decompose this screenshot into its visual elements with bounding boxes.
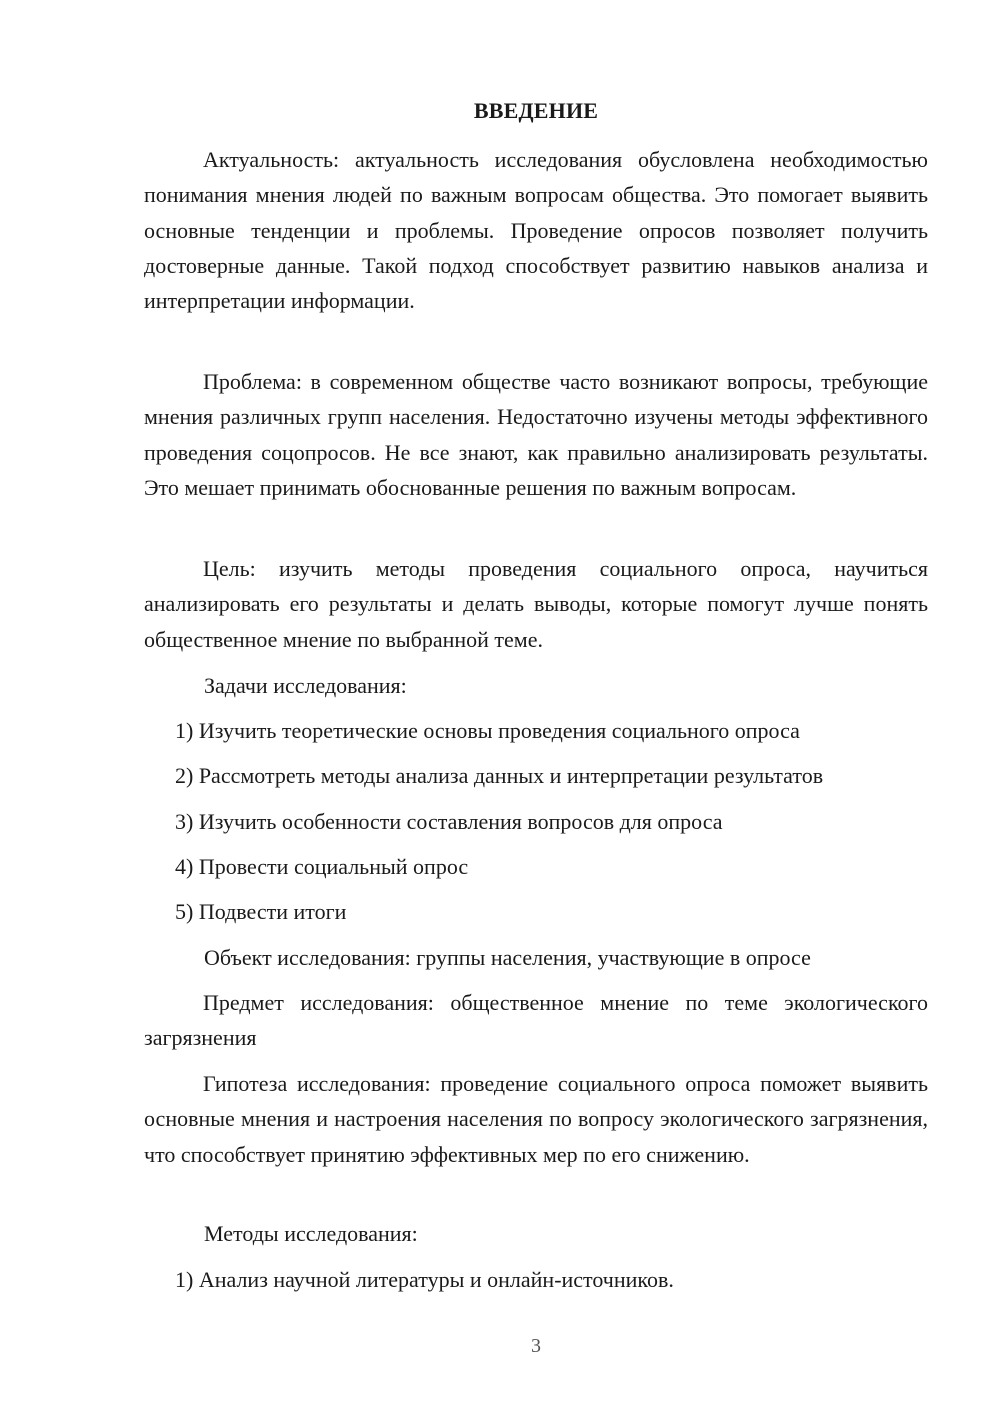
object-paragraph: Объект исследования: группы населения, участвующие в опросе [204, 945, 811, 970]
page-number: 3 [531, 1335, 541, 1357]
page-title: ВВЕДЕНИЕ [473, 98, 599, 123]
methods-heading: Методы исследования: [204, 1221, 418, 1246]
task-item-3: 3) Изучить особенности составления вопросов для опроса [175, 809, 723, 834]
hypothesis-paragraph: Гипотеза исследования: проведение социального опроса поможет выявить основные мнения и настроения населения по вопросу экологического загрязнения, что способствует принятию эффективных мер по его снижению. [144, 1071, 928, 1167]
goal-paragraph: Цель: изучить методы проведения социального опроса, научиться анализировать его результаты и делать выводы, которые помогут лучше понять общественное мнение по выбранной теме. [144, 556, 928, 652]
subject-paragraph: Предмет исследования: общественное мнение по теме экологического загрязнения [144, 990, 928, 1051]
task-item-1: 1) Изучить теоретические основы проведения социального опроса [175, 718, 800, 743]
task-item-2: 2) Рассмотреть методы анализа данных и интерпретации результатов [175, 763, 824, 788]
task-item-5: 5) Подвести итоги [175, 899, 347, 924]
tasks-heading: Задачи исследования: [204, 673, 407, 698]
relevance-paragraph: Актуальность: актуальность исследования обусловлена необходимостью понимания мнения людей по важным вопросам общества. Это помогает выявить основные тенденции и проблемы. Проведение опросов позволяет получить достоверные данные. Такой подход способствует развитию навыков анализа и интерпретации информации. [144, 147, 928, 314]
method-item-1: 1) Анализ научной литературы и онлайн-источников. [175, 1267, 674, 1292]
problem-paragraph: Проблема: в современном обществе часто возникают вопросы, требующие мнения различных групп населения. Недостаточно изучены методы эффективного проведения соцопросов. Не все знают, как правильно анализировать результаты. Это мешает принимать обоснованные решения по важным вопросам. [144, 369, 928, 500]
task-item-4: 4) Провести социальный опрос [175, 854, 469, 879]
